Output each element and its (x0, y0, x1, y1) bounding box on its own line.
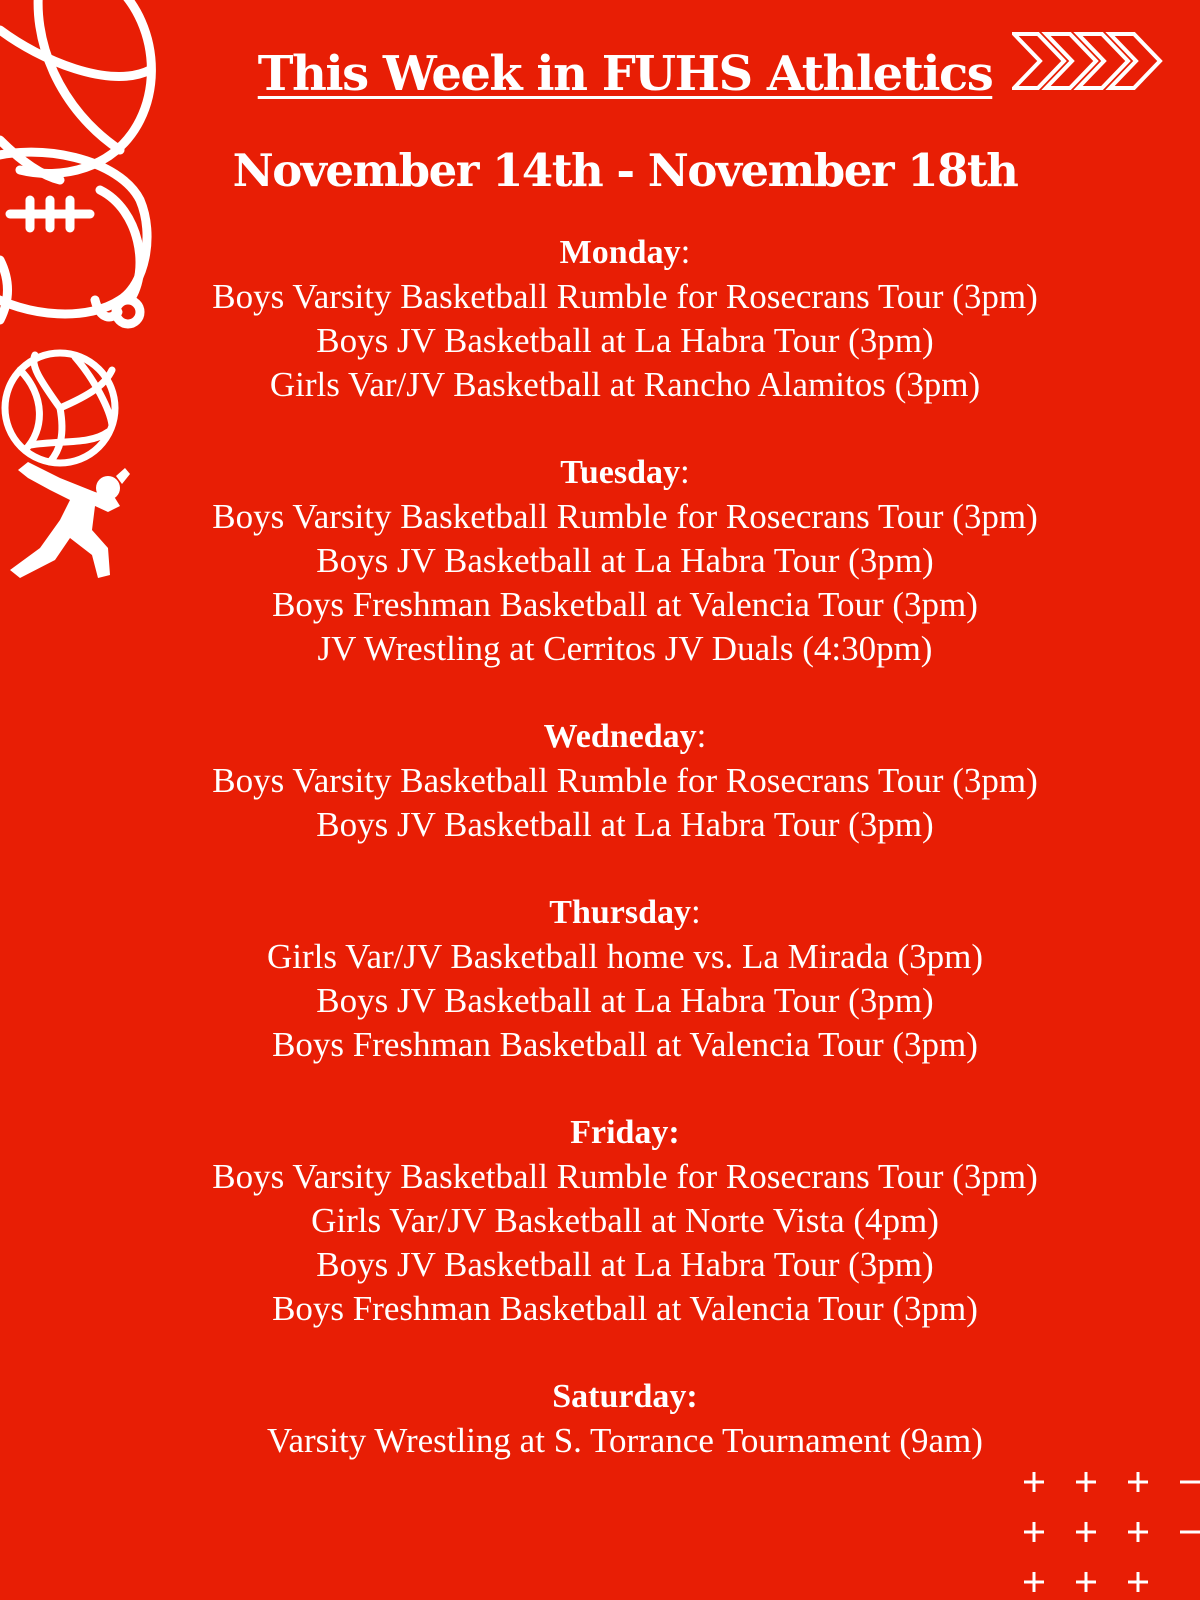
day-heading-colon: : (691, 892, 701, 931)
day-saturday (110, 1374, 1140, 1463)
event-item: Girls Var/JV Basketball at Norte Vista (4pm) (311, 1201, 939, 1240)
day-heading: Wedneday (543, 718, 697, 755)
event-item: Girls Var/JV Basketball home vs. La Mirada (3pm) (266, 937, 984, 976)
event-item: Boys JV Basketball at La Habra Tour (3pm) (316, 805, 934, 844)
volleyball-icon (5, 353, 115, 463)
event-item: Girls Var/JV Basketball at Rancho Alamitos (3pm) (269, 365, 981, 404)
event-item: Boys JV Basketball at La Habra Tour (3pm) (316, 321, 934, 360)
day-friday (110, 1110, 1140, 1331)
event-item: Boys Varsity Basketball Rumble for Rosecrans Tour (3pm) (212, 1157, 1038, 1196)
event-item: Boys JV Basketball at La Habra Tour (3pm) (316, 541, 934, 580)
event-item: JV Wrestling at Cerritos JV Duals (4:30pm) (317, 629, 933, 668)
day-tuesday (110, 450, 1140, 671)
event-item: Boys Varsity Basketball Rumble for Rosecrans Tour (3pm) (212, 497, 1038, 536)
event-item: Boys Varsity Basketball Rumble for Rosecrans Tour (3pm) (212, 277, 1038, 316)
day-heading: Monday (559, 234, 681, 271)
event-item: Boys Freshman Basketball at Valencia Tour (3pm) (272, 585, 978, 624)
event-item: Boys Varsity Basketball Rumble for Rosecrans Tour (3pm) (212, 761, 1038, 800)
day-heading-colon: : (680, 232, 691, 271)
day-heading: Saturday: (552, 1378, 698, 1415)
day-heading: Friday: (570, 1114, 680, 1151)
day-heading: Thursday (549, 894, 691, 931)
day-heading: Tuesday (560, 454, 680, 491)
day-thursday (110, 890, 1140, 1067)
page-title: This Week in FUHS Athletics (257, 46, 993, 102)
day-heading-colon: : (696, 716, 707, 755)
event-item: Varsity Wrestling at S. Torrance Tournament (9am) (267, 1421, 983, 1460)
event-item: Boys JV Basketball at La Habra Tour (3pm) (316, 981, 934, 1020)
event-item: Boys Freshman Basketball at Valencia Tour (3pm) (272, 1025, 978, 1064)
date-range: November 14th - November 18th (232, 144, 1018, 197)
event-item: Boys Freshman Basketball at Valencia Tour (3pm) (272, 1289, 978, 1328)
weekly-schedule (110, 230, 1140, 1463)
event-item: Boys JV Basketball at La Habra Tour (3pm) (316, 1245, 934, 1284)
day-wednesday (110, 714, 1140, 847)
day-monday (110, 230, 1140, 407)
plus-pattern-icon (1024, 1462, 1200, 1600)
day-heading-colon: : (679, 452, 690, 491)
